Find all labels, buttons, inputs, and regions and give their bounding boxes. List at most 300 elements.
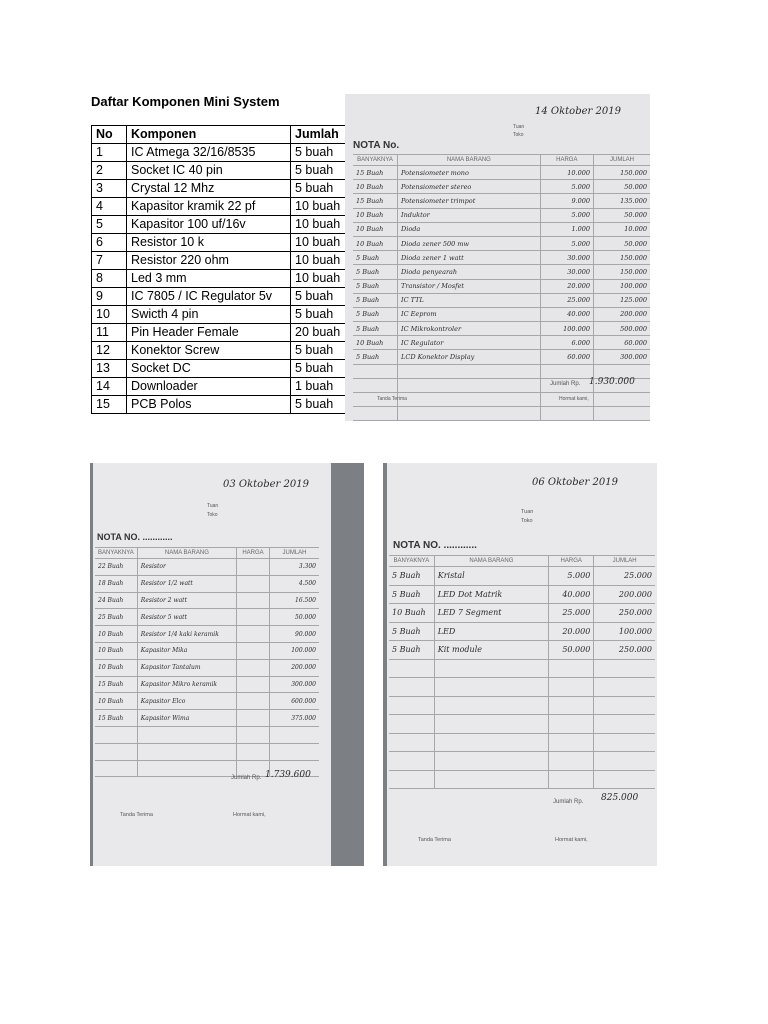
receipt-item-name: Dioda zener 1 watt xyxy=(398,251,541,265)
receipt-total-label: Jumlah Rp. xyxy=(231,775,262,781)
cell-no: 5 xyxy=(92,216,127,234)
receipt-qty: 10 Buah xyxy=(353,208,398,222)
receipt-empty-cell xyxy=(549,678,594,697)
receipt-price: 25.000 xyxy=(549,604,594,623)
receipt-item-name: IC Mikrokontroler xyxy=(398,322,541,336)
receipt-empty-cell xyxy=(549,770,594,789)
table-row xyxy=(92,306,348,324)
receipt-item-name: Kapasitor Elco xyxy=(137,693,236,710)
receipt-empty-cell xyxy=(549,752,594,771)
receipt-empty-cell xyxy=(549,659,594,678)
receipt-empty-cell xyxy=(594,696,655,715)
receipt-item-name: Kit module xyxy=(434,641,548,660)
receipt-column-header: BANYAKNYA xyxy=(353,155,398,166)
receipt-amount: 135.000 xyxy=(594,194,650,208)
receipt-item-name: LED Dot Matrik xyxy=(434,585,548,604)
cell-no: 7 xyxy=(92,252,127,270)
receipt-amount: 300.000 xyxy=(594,350,650,364)
receipt-amount: 125.000 xyxy=(594,293,650,307)
receipt-date: 14 Oktober 2019 xyxy=(535,106,621,117)
receipt-amount: 4.500 xyxy=(270,575,319,592)
receipt-item-name: Transistor / Mosfet xyxy=(398,279,541,293)
receipt-qty: 5 Buah xyxy=(389,622,434,641)
receipt-qty: 5 Buah xyxy=(353,293,398,307)
receipt-amount: 50.000 xyxy=(594,180,650,194)
cell-komponen: Crystal 12 Mhz xyxy=(127,180,291,198)
cell-komponen: Downloader xyxy=(127,378,291,396)
receipt-empty-row xyxy=(389,715,655,734)
receipt-total-label: Jumlah Rp. xyxy=(550,381,581,387)
receipt-total-label: Jumlah Rp. xyxy=(553,799,584,805)
receipt-amount: 500.000 xyxy=(594,322,650,336)
cell-komponen: Konektor Screw xyxy=(127,342,291,360)
cell-no: 14 xyxy=(92,378,127,396)
cell-jumlah: 1 buah xyxy=(291,378,348,396)
receipt-empty-cell xyxy=(236,726,269,743)
cell-no: 15 xyxy=(92,396,127,414)
receipt-empty-row xyxy=(389,678,655,697)
cell-komponen: Resistor 220 ohm xyxy=(127,252,291,270)
receipt-item-name: Potensiometer stereo xyxy=(398,180,541,194)
receipt-price: 100.000 xyxy=(540,322,593,336)
receipt-empty-cell xyxy=(594,733,655,752)
receipt-empty-cell xyxy=(95,760,137,777)
receipt-tuan-label: Tuan xyxy=(521,509,534,515)
receipt-row xyxy=(353,166,650,180)
receipt-total: 1.930.000 xyxy=(589,377,635,387)
receipt-row xyxy=(353,194,650,208)
cell-jumlah: 10 buah xyxy=(291,270,348,288)
receipt-qty: 15 Buah xyxy=(353,194,398,208)
receipt-qty: 5 Buah xyxy=(353,350,398,364)
receipt-item-name: Kristal xyxy=(434,567,548,586)
receipt-row xyxy=(353,322,650,336)
receipt-row xyxy=(95,642,319,659)
receipt-amount: 3.300 xyxy=(270,559,319,576)
receipt-nota-label: NOTA NO. ............ xyxy=(393,540,477,551)
receipt-sign-right: Hormat kami, xyxy=(555,837,588,843)
receipt-amount: 10.000 xyxy=(594,222,650,236)
receipt-total: 1.739.600 xyxy=(265,770,311,780)
receipt-empty-cell xyxy=(434,770,548,789)
receipt-qty: 22 Buah xyxy=(95,559,137,576)
receipt-qty: 18 Buah xyxy=(95,575,137,592)
receipt-empty-cell xyxy=(137,743,236,760)
receipt-qty: 25 Buah xyxy=(95,609,137,626)
receipt-item-name: Resistor 1/4 kaki keramik xyxy=(137,626,236,643)
receipt-empty-cell xyxy=(353,364,398,378)
cell-jumlah: 5 buah xyxy=(291,306,348,324)
receipt-amount: 375.000 xyxy=(270,710,319,727)
table-header-row xyxy=(92,126,348,144)
receipt-amount: 100.000 xyxy=(594,622,655,641)
receipt-price xyxy=(236,592,269,609)
receipt-qty: 10 Buah xyxy=(353,180,398,194)
receipt-price: 25.000 xyxy=(540,293,593,307)
cell-komponen: IC Atmega 32/16/8535 xyxy=(127,144,291,162)
cell-jumlah: 5 buah xyxy=(291,162,348,180)
receipt-amount: 250.000 xyxy=(594,604,655,623)
table-row xyxy=(92,162,348,180)
receipt-empty-cell xyxy=(389,696,434,715)
receipt-qty: 5 Buah xyxy=(353,265,398,279)
receipt-tuan-label: Tuan xyxy=(207,503,219,509)
receipt-empty-cell xyxy=(398,407,541,421)
receipt-item-name: Dioda xyxy=(398,222,541,236)
receipt-amount: 90.000 xyxy=(270,626,319,643)
receipt-amount: 200.000 xyxy=(594,307,650,321)
cell-jumlah: 20 buah xyxy=(291,324,348,342)
receipt-row xyxy=(95,710,319,727)
cell-jumlah: 10 buah xyxy=(291,252,348,270)
receipt-empty-cell xyxy=(389,733,434,752)
receipt-empty-cell xyxy=(594,393,650,407)
receipt-qty: 10 Buah xyxy=(353,222,398,236)
receipt-row xyxy=(353,336,650,350)
receipt-empty-cell xyxy=(434,659,548,678)
receipt-row xyxy=(95,659,319,676)
table-row xyxy=(92,252,348,270)
receipt-amount: 200.000 xyxy=(594,585,655,604)
receipt-price: 50.000 xyxy=(549,641,594,660)
receipt-sign-right: Hormat kami, xyxy=(233,812,266,818)
receipt-empty-cell xyxy=(353,407,398,421)
receipt-item-name: Dioda penyearah xyxy=(398,265,541,279)
receipt-row xyxy=(353,350,650,364)
receipt-column-header: HARGA xyxy=(540,155,593,166)
receipt-toko-label: Toko xyxy=(207,512,218,518)
receipt-empty-cell xyxy=(270,726,319,743)
receipt-item-name: Dioda zener 500 mw xyxy=(398,236,541,250)
receipt-column-header: NAMA BARANG xyxy=(398,155,541,166)
receipt-amount: 100.000 xyxy=(270,642,319,659)
receipt-price: 1.000 xyxy=(540,222,593,236)
cell-komponen: Resistor 10 k xyxy=(127,234,291,252)
receipt-empty-cell xyxy=(389,715,434,734)
receipt-row xyxy=(353,180,650,194)
cell-jumlah: 10 buah xyxy=(291,198,348,216)
receipt-price: 5.000 xyxy=(540,236,593,250)
receipt-empty-cell xyxy=(389,752,434,771)
receipt-price xyxy=(236,676,269,693)
receipt-column-header: JUMLAH xyxy=(594,155,650,166)
receipt-item-name: IC TTL xyxy=(398,293,541,307)
receipt-header-row xyxy=(95,548,319,559)
receipt-row xyxy=(389,622,655,641)
receipt-empty-cell xyxy=(137,726,236,743)
receipt-paper xyxy=(345,94,650,421)
cell-no: 4 xyxy=(92,198,127,216)
receipt-item-name: Induktor xyxy=(398,208,541,222)
table-row xyxy=(92,234,348,252)
receipt-item-name: Resistor 5 watt xyxy=(137,609,236,626)
cell-jumlah: 5 buah xyxy=(291,180,348,198)
receipt-empty-cell xyxy=(434,715,548,734)
receipt-price: 30.000 xyxy=(540,265,593,279)
receipt-item-name: LED xyxy=(434,622,548,641)
receipt-amount: 150.000 xyxy=(594,166,650,180)
receipt-qty: 5 Buah xyxy=(389,641,434,660)
receipt-row xyxy=(95,575,319,592)
receipt-item-name: Potensiometer mono xyxy=(398,166,541,180)
receipt-column-header: NAMA BARANG xyxy=(434,556,548,567)
receipt-qty: 10 Buah xyxy=(353,336,398,350)
receipt-date: 03 Oktober 2019 xyxy=(223,479,309,490)
receipt-qty: 5 Buah xyxy=(389,567,434,586)
receipt-amount: 300.000 xyxy=(270,676,319,693)
receipt-column-header: HARGA xyxy=(236,548,269,559)
receipt-price: 60.000 xyxy=(540,350,593,364)
receipt-price: 5.000 xyxy=(549,567,594,586)
table-row xyxy=(92,198,348,216)
cell-jumlah: 5 buah xyxy=(291,360,348,378)
receipt-photo-3 xyxy=(383,463,657,866)
receipt-header-row xyxy=(389,556,655,567)
cell-no: 2 xyxy=(92,162,127,180)
receipt-price: 9.000 xyxy=(540,194,593,208)
receipt-qty: 5 Buah xyxy=(389,585,434,604)
column-header-komponen: Komponen xyxy=(127,126,291,144)
receipt-empty-row xyxy=(389,659,655,678)
component-table xyxy=(91,125,348,414)
receipt-price: 5.000 xyxy=(540,208,593,222)
receipt-amount: 250.000 xyxy=(594,641,655,660)
receipt-empty-row xyxy=(95,726,319,743)
receipt-column-header: JUMLAH xyxy=(270,548,319,559)
receipt-empty-row xyxy=(389,696,655,715)
receipt-amount: 25.000 xyxy=(594,567,655,586)
receipt-empty-cell xyxy=(594,752,655,771)
receipt-row xyxy=(353,307,650,321)
table-row xyxy=(92,180,348,198)
cell-no: 9 xyxy=(92,288,127,306)
receipt-amount: 200.000 xyxy=(270,659,319,676)
receipt-empty-cell xyxy=(389,678,434,697)
cell-no: 12 xyxy=(92,342,127,360)
receipt-qty: 15 Buah xyxy=(95,710,137,727)
receipt-row xyxy=(353,222,650,236)
receipt-row xyxy=(389,567,655,586)
receipt-empty-cell xyxy=(549,696,594,715)
receipt-empty-cell xyxy=(594,715,655,734)
receipt-price xyxy=(236,642,269,659)
receipt-row xyxy=(95,676,319,693)
receipt-row xyxy=(353,265,650,279)
receipt-empty-cell xyxy=(398,393,541,407)
receipt-qty: 10 Buah xyxy=(389,604,434,623)
receipt-price xyxy=(236,693,269,710)
page-title: Daftar Komponen Mini System xyxy=(91,94,280,109)
cell-komponen: Pin Header Female xyxy=(127,324,291,342)
receipt-column-header: NAMA BARANG xyxy=(137,548,236,559)
receipt-empty-cell xyxy=(549,733,594,752)
receipt-empty-cell xyxy=(389,770,434,789)
receipt-nota-label: NOTA NO. ............ xyxy=(97,532,173,542)
receipt-empty-cell xyxy=(594,407,650,421)
receipt-qty: 5 Buah xyxy=(353,322,398,336)
receipt-date: 06 Oktober 2019 xyxy=(532,477,618,488)
receipt-empty-row xyxy=(389,752,655,771)
receipt-price xyxy=(236,626,269,643)
receipt-price xyxy=(236,559,269,576)
receipt-row xyxy=(95,693,319,710)
receipt-column-header: BANYAKNYA xyxy=(95,548,137,559)
receipt-empty-row xyxy=(389,770,655,789)
receipt-row xyxy=(95,626,319,643)
receipt-price: 20.000 xyxy=(540,279,593,293)
receipt-price xyxy=(236,575,269,592)
receipt-item-name: Kapasitor Mikro keramik xyxy=(137,676,236,693)
receipt-qty: 15 Buah xyxy=(353,166,398,180)
cell-jumlah: 5 buah xyxy=(291,144,348,162)
cell-jumlah: 5 buah xyxy=(291,288,348,306)
receipt-empty-cell xyxy=(594,678,655,697)
receipt-price: 20.000 xyxy=(549,622,594,641)
receipt-row xyxy=(95,609,319,626)
cell-no: 6 xyxy=(92,234,127,252)
receipt-row xyxy=(389,604,655,623)
receipt-items-table xyxy=(95,547,319,777)
receipt-amount: 150.000 xyxy=(594,251,650,265)
cell-komponen: IC 7805 / IC Regulator 5v xyxy=(127,288,291,306)
receipt-item-name: Resistor 2 watt xyxy=(137,592,236,609)
cell-jumlah: 10 buah xyxy=(291,234,348,252)
receipt-sign-right: Hormat kami, xyxy=(559,396,589,402)
receipt-toko-label: Toko xyxy=(513,132,524,138)
receipt-amount: 600.000 xyxy=(270,693,319,710)
table-row xyxy=(92,216,348,234)
receipt-price: 6.000 xyxy=(540,336,593,350)
receipt-qty: 10 Buah xyxy=(95,693,137,710)
receipt-row xyxy=(95,559,319,576)
table-row xyxy=(92,288,348,306)
receipt-empty-cell xyxy=(95,743,137,760)
receipt-paper xyxy=(387,463,657,866)
receipt-empty-cell xyxy=(434,752,548,771)
cell-komponen: Led 3 mm xyxy=(127,270,291,288)
receipt-tuan-label: Tuan xyxy=(513,124,525,130)
cell-komponen: Socket DC xyxy=(127,360,291,378)
cell-jumlah: 5 buah xyxy=(291,396,348,414)
receipt-price: 5.000 xyxy=(540,180,593,194)
receipt-row xyxy=(353,279,650,293)
receipt-empty-cell xyxy=(540,407,593,421)
receipt-empty-cell xyxy=(594,659,655,678)
receipt-price xyxy=(236,609,269,626)
receipt-item-name: Kapasitor Mika xyxy=(137,642,236,659)
table-row xyxy=(92,270,348,288)
receipt-qty: 10 Buah xyxy=(95,659,137,676)
receipt-item-name: LCD Konektor Display xyxy=(398,350,541,364)
receipt-amount: 60.000 xyxy=(594,336,650,350)
table-row xyxy=(92,396,348,414)
receipt-row xyxy=(389,585,655,604)
column-header-jumlah: Jumlah xyxy=(291,126,348,144)
receipt-empty-cell xyxy=(398,364,541,378)
receipt-photo-2 xyxy=(90,463,364,866)
receipt-empty-cell xyxy=(434,733,548,752)
receipt-empty-cell xyxy=(236,743,269,760)
receipt-amount: 16.500 xyxy=(270,592,319,609)
receipt-column-header: HARGA xyxy=(549,556,594,567)
receipt-paper xyxy=(93,463,331,866)
receipt-empty-row xyxy=(389,733,655,752)
receipt-row xyxy=(353,251,650,265)
receipt-row xyxy=(353,293,650,307)
receipt-price xyxy=(236,710,269,727)
receipt-qty: 10 Buah xyxy=(353,236,398,250)
receipt-qty: 5 Buah xyxy=(353,251,398,265)
receipt-item-name: Kapasitor Wima xyxy=(137,710,236,727)
cell-no: 8 xyxy=(92,270,127,288)
receipt-price: 40.000 xyxy=(549,585,594,604)
receipt-qty: 5 Buah xyxy=(353,279,398,293)
receipt-toko-label: Toko xyxy=(521,518,533,524)
receipt-row xyxy=(353,208,650,222)
receipt-column-header: JUMLAH xyxy=(594,556,655,567)
table-row xyxy=(92,324,348,342)
receipt-header-row xyxy=(353,155,650,166)
receipt-empty-cell xyxy=(398,378,541,392)
receipt-empty-cell xyxy=(549,715,594,734)
cell-jumlah: 5 buah xyxy=(291,342,348,360)
cell-komponen: Socket IC 40 pin xyxy=(127,162,291,180)
cell-no: 11 xyxy=(92,324,127,342)
receipt-item-name: Kapasitor Tantalum xyxy=(137,659,236,676)
receipt-item-name: IC Eeprom xyxy=(398,307,541,321)
receipt-empty-cell xyxy=(95,726,137,743)
receipt-empty-cell xyxy=(353,378,398,392)
receipt-row xyxy=(353,236,650,250)
cell-komponen: Swicth 4 pin xyxy=(127,306,291,324)
cell-komponen: Kapasitor kramik 22 pf xyxy=(127,198,291,216)
cell-jumlah: 10 buah xyxy=(291,216,348,234)
receipt-empty-cell xyxy=(540,364,593,378)
receipt-price xyxy=(236,659,269,676)
receipt-qty: 15 Buah xyxy=(95,676,137,693)
cell-komponen: PCB Polos xyxy=(127,396,291,414)
cell-no: 3 xyxy=(92,180,127,198)
receipt-total: 825.000 xyxy=(601,793,639,803)
receipt-row xyxy=(389,641,655,660)
cell-no: 10 xyxy=(92,306,127,324)
cell-komponen: Kapasitor 100 uf/16v xyxy=(127,216,291,234)
receipt-empty-cell xyxy=(270,743,319,760)
receipt-empty-cell xyxy=(434,678,548,697)
receipt-empty-cell xyxy=(137,760,236,777)
table-row xyxy=(92,378,348,396)
receipt-sign-left: Tanda Terima xyxy=(418,837,451,843)
receipt-price: 30.000 xyxy=(540,251,593,265)
receipt-nota-label: NOTA No. xyxy=(353,140,400,151)
receipt-empty-row xyxy=(95,743,319,760)
column-header-no: No xyxy=(92,126,127,144)
receipt-amount: 50.000 xyxy=(594,236,650,250)
receipt-empty-cell xyxy=(434,696,548,715)
receipt-amount: 50.000 xyxy=(594,208,650,222)
receipt-item-name: Resistor xyxy=(137,559,236,576)
table-row xyxy=(92,342,348,360)
receipt-empty-cell xyxy=(594,770,655,789)
receipt-item-name: LED 7 Segment xyxy=(434,604,548,623)
receipt-price: 40.000 xyxy=(540,307,593,321)
cell-no: 1 xyxy=(92,144,127,162)
receipt-row xyxy=(95,592,319,609)
table-row xyxy=(92,360,348,378)
receipt-empty-cell xyxy=(389,659,434,678)
receipt-sign-left: Tanda Terima xyxy=(377,396,407,402)
receipt-qty: 10 Buah xyxy=(95,642,137,659)
